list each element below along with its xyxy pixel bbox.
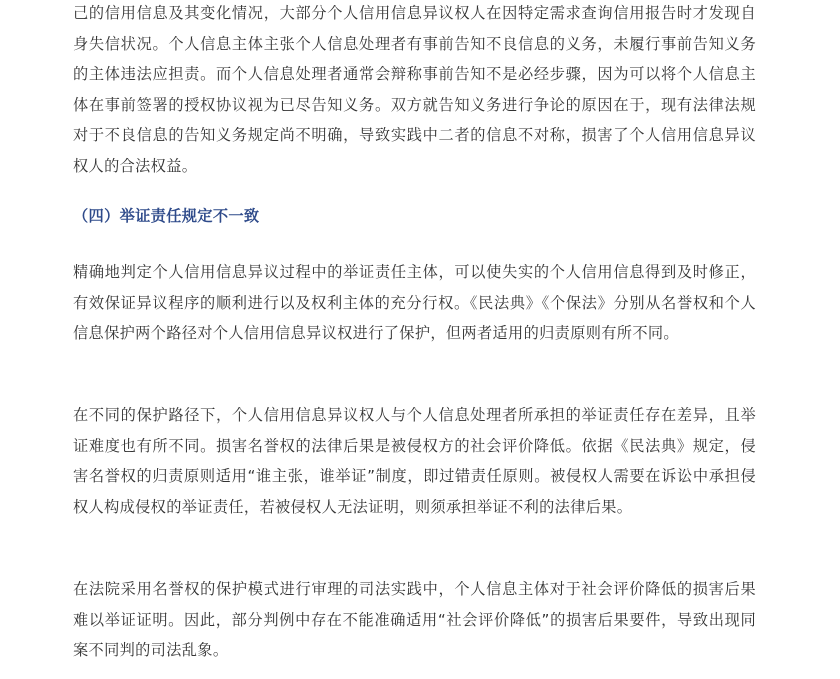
section-heading: （四）举证责任规定不一致: [73, 207, 260, 225]
paragraph-notification-duty: 己的信用信息及其变化情况，大部分个人信用信息异议权人在因特定需求查询信用报告时才发现自身失信状况。个人信息主体主张个人信息处理者有事前告知不良信息的义务，未履行事前告知义务的主体违法应担责。而个人信息处理者通常会辩称事前告知不是必经步骤，因为可以将个人信息主体在事前签署的授权协议视为已尽告知义务。双方就告知义务进行争论的原因在于，现有法律法规对于不良信息的告知义务规定尚不明确，导致实践中二者的信息不对称，损害了个人信用信息异议权人的合法权益。: [73, 4, 756, 175]
paragraph-protection-paths: 在不同的保护路径下，个人信用信息异议权人与个人信息处理者所承担的举证责任存在差异，且举证难度也有所不同。损害名誉权的法律后果是被侵权方的社会评价降低。依据《民法典》规定，侵害名誉权的归责原则适用“谁主张，谁举证”制度，即过错责任原则。被侵权人需要在诉讼中承担侵权人构成侵权的举证责任，若被侵权人无法证明，则须承担举证不利的法律后果。: [73, 406, 756, 516]
paragraph-judicial-practice: 在法院采用名誉权的保护模式进行审理的司法实践中，个人信息主体对于社会评价降低的损害后果难以举证证明。因此，部分判例中存在不能准确适用“社会评价降低”的损害后果要件，导致出现同案不同判的司法乱象。: [73, 580, 756, 659]
paragraph-burden-of-proof-intro: 精确地判定个人信用信息异议过程中的举证责任主体，可以使失实的个人信用信息得到及时修正，有效保证异议程序的顺利进行以及权利主体的充分行权。《民法典》《个保法》分别从名誉权和个人信息保护两个路径对个人信用信息异议权进行了保护，但两者适用的归责原则有所不同。: [73, 263, 756, 342]
